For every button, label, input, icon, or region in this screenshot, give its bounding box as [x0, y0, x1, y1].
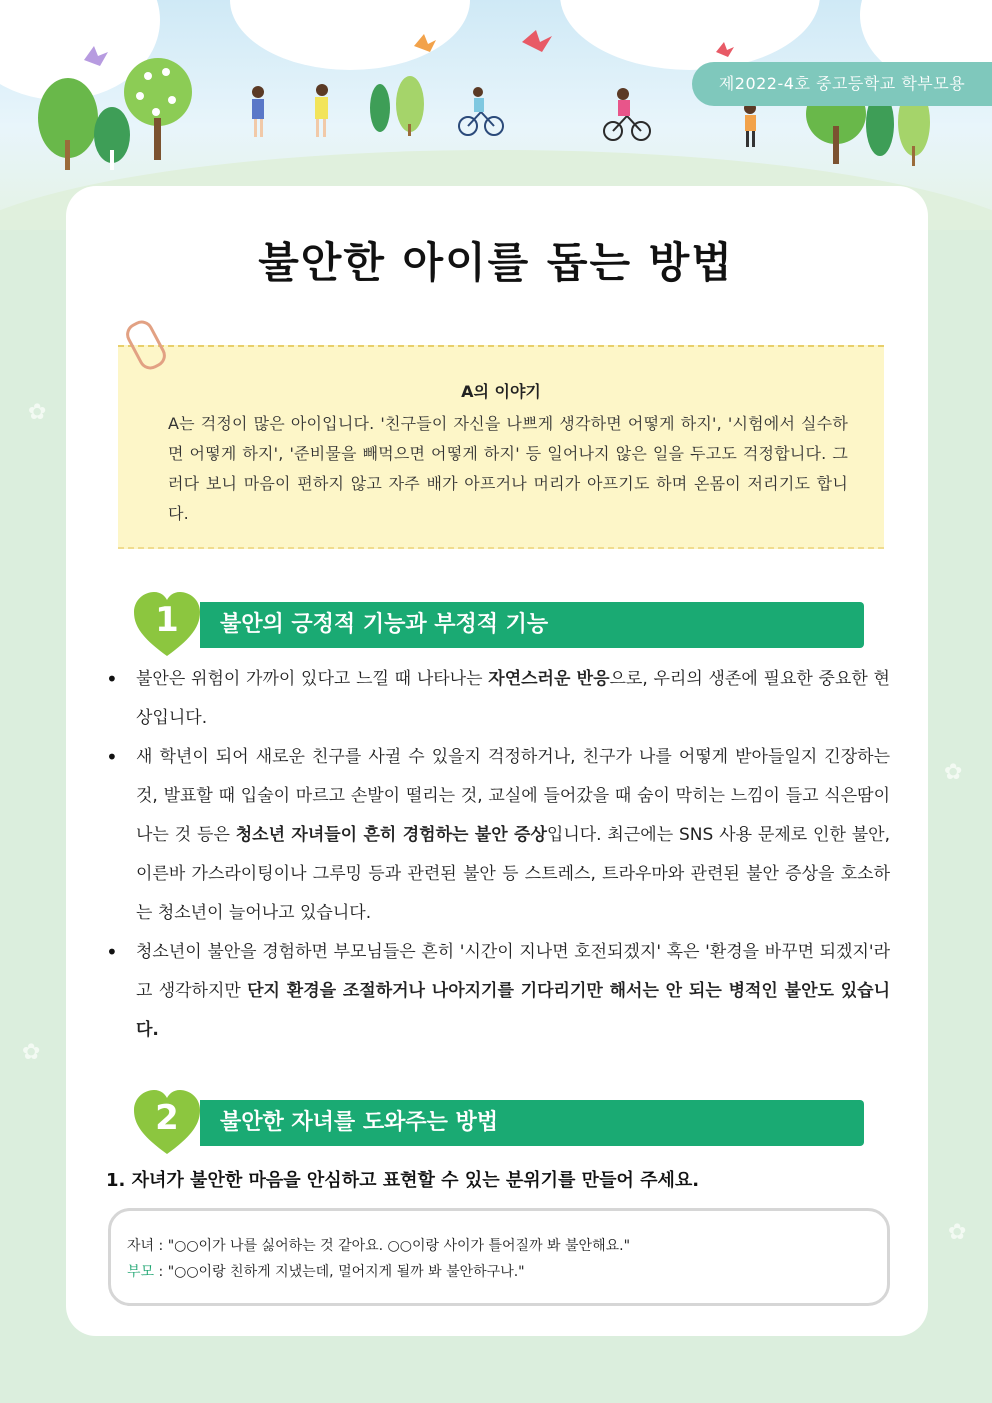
tip-heading: 1. 자녀가 불안한 마음을 안심하고 표현할 수 있는 분위기를 만들어 주세요.: [106, 1170, 700, 1191]
speaker-label: 부모: [127, 1264, 155, 1280]
dialog-box: [108, 1208, 890, 1306]
tree-icon: [94, 107, 130, 170]
page-title: 불안한 아이를 돕는 방법: [258, 238, 734, 287]
flower-decoration: ✿: [28, 400, 47, 425]
tree-icon: [124, 58, 192, 160]
section-2-title: 불안한 자녀를 도와주는 방법: [220, 1110, 499, 1135]
butterfly-icon: [522, 30, 552, 52]
tree-icon: [370, 76, 424, 136]
flower-decoration: ✿: [944, 760, 963, 785]
flower-decoration: ✿: [948, 1220, 967, 1245]
butterfly-icon: [84, 46, 108, 66]
dialog-line-parent: 부모 : "○○이랑 친하게 지냈는데, 멀어지게 될까 봐 불안하구나.": [127, 1264, 525, 1280]
story-note: [118, 345, 884, 549]
bicycle-icon: [604, 88, 650, 140]
bullet-item: • 청소년이 불안을 경험하면 부모님들은 흔히 '시간이 지나면 호전되겠지' 혹은 '환경을 바꾸면 되겠지'라고 생각하지만 단지 환경을 조절하거나 나아지기를 기다리기만 해서는 안 되는 병적인 불안도 있습니다.: [104, 933, 890, 1050]
story-title: A의 이야기: [461, 382, 541, 401]
dialog-line-child: 자녀 : "○○이가 나를 싫어하는 것 같아요. ○○이랑 사이가 틀어질까 봐 불안해요.": [127, 1238, 631, 1254]
bullet-item: • 새 학년이 되어 새로운 친구를 사귈 수 있을지 걱정하거나, 친구가 나를 어떻게 받아들일지 긴장하는 것, 발표할 때 입술이 마르고 손발이 떨리는 것, 교실에 들어갔을 때 숨이 막히는 느낌이 들고 식은땀이 나는 것 등은 청소년 자녀들이 흔히 경험하는 불안 증상입니다. 최근에는 SNS 사용 문제로 인한 불안, 이른바 가스라이팅이나 그루밍 등과 관련된 불안 등 스트레스, 트라우마와 관련된 불안 증상을 호소하는 청소년이 늘어나고 있습니다.: [104, 738, 890, 933]
tree-icon: [38, 78, 98, 170]
bullet-item: • 불안은 위험이 가까이 있다고 느낄 때 나타나는 자연스러운 반응으로, 우리의 생존에 필요한 중요한 현상입니다.: [104, 660, 890, 738]
section-2-number: 2: [155, 1098, 179, 1138]
section-1-bullets: [104, 660, 890, 1050]
issue-badge: 제2022-4호 중고등학교 학부모용: [692, 62, 992, 106]
flower-decoration: ✿: [22, 1040, 41, 1065]
dialog-text: "○○이가 나를 싫어하는 것 같아요. ○○이랑 사이가 틀어질까 봐 불안해요.": [167, 1238, 631, 1254]
speaker-label: 자녀: [127, 1238, 155, 1254]
dialog-text: "○○이랑 친하게 지냈는데, 멀어지게 될까 봐 불안하구나.": [167, 1264, 525, 1280]
section-1-title: 불안의 긍정적 기능과 부정적 기능: [220, 612, 549, 637]
bicycle-icon: [459, 87, 503, 135]
person-icon: [315, 84, 328, 137]
person-icon: [252, 86, 264, 137]
person-icon: [744, 102, 756, 147]
butterfly-icon: [716, 42, 734, 57]
section-1-number: 1: [155, 600, 179, 640]
butterfly-icon: [414, 34, 436, 52]
story-text: A는 걱정이 많은 아이입니다. '친구들이 자신을 나쁘게 생각하면 어떻게 하지', '시험에서 실수하면 어떻게 하지', '준비물을 빼먹으면 어떻게 하지' 등 일어나지 않은 일을 두고도 걱정합니다. 그러다 보니 마음이 편하지 않고 자주 배가 아프거나 머리가 아프기도 하며 온몸이 저리기도 합니다.: [168, 414, 848, 523]
